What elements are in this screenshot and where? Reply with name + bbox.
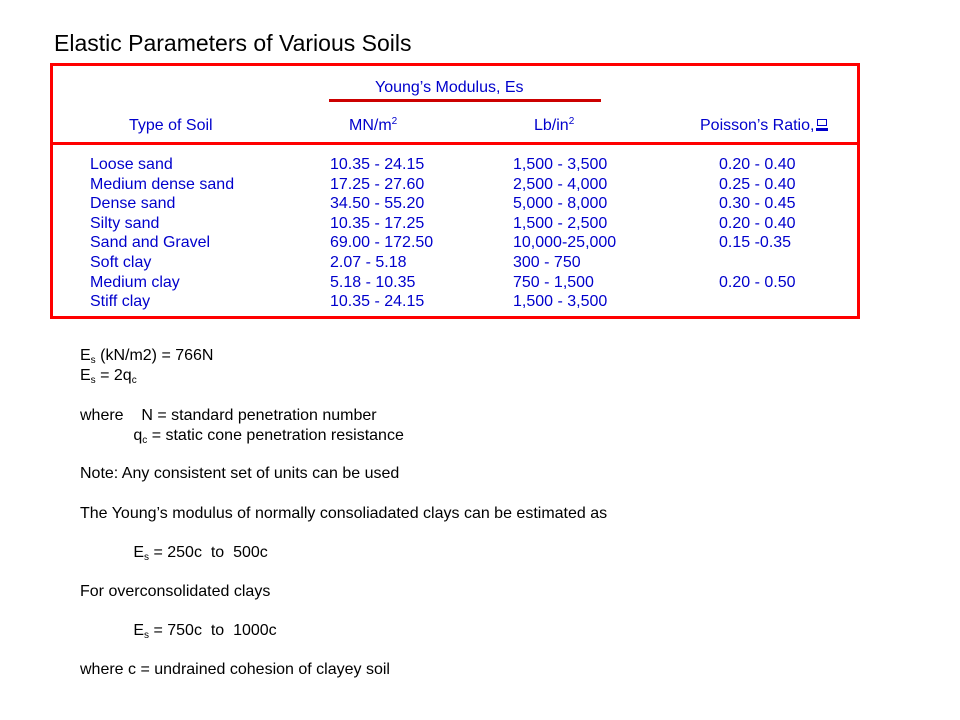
mn-cell: 34.50 - 55.20 [330, 195, 425, 213]
nc-clay-formula: $E_s = 250c$ to 500c [80, 544, 268, 563]
poisson-cell: 0.15 -0.35 [719, 234, 792, 252]
soil-type-cell: Silty sand [90, 214, 160, 232]
header-lb-per-in2: $Lb/in^2$ [534, 116, 575, 134]
oc-clay-text: For overconsolidated clays [80, 583, 271, 600]
lb-cell: 10,000-25,000 [513, 234, 617, 252]
mn-cell: 10.35 - 24.15 [330, 293, 425, 311]
table-row [53, 233, 857, 253]
table-body [53, 155, 857, 312]
mn-cell: 2.07 - 5.18 [330, 253, 407, 271]
poisson-cell: 0.20 - 0.40 [719, 214, 796, 232]
lb-cell: 2,500 - 4,000 [513, 175, 608, 193]
table-row [53, 214, 857, 234]
poisson-cell: 0.25 - 0.40 [719, 175, 796, 193]
header-mn-per-m2: $MN/m^2$ [349, 116, 398, 134]
soil-type-cell: Stiff clay [90, 293, 151, 311]
lb-cell: 750 - 1,500 [513, 273, 594, 291]
soil-type-cell: Sand and Gravel [90, 234, 211, 252]
nc-clay-text: The Young’s modulus of normally consoliadated clays can be estimated as [80, 505, 608, 522]
table-row [53, 292, 857, 312]
mn-cell: 10.35 - 24.15 [330, 156, 425, 173]
elastic-parameters-table [50, 63, 860, 319]
lb-cell: 1,500 - 3,500 [513, 156, 608, 173]
soil-type-cell: Loose sand [90, 156, 173, 173]
youngs-modulus-group-header: Young’s Modulus, Es [375, 79, 524, 96]
lb-cell: 300 - 750 [513, 253, 581, 271]
header-poissons-ratio: Poisson’s Ratio, [700, 116, 828, 136]
poisson-cell: 0.20 - 0.50 [719, 273, 796, 291]
soil-type-cell: Medium clay [90, 273, 180, 291]
header-type-of-soil: Type of Soil [129, 117, 213, 134]
mn-cell: 69.00 - 172.50 [330, 234, 434, 252]
soil-type-cell: Dense sand [90, 195, 176, 213]
es-cpt-formula: $E_s = 2q_c$ [80, 367, 137, 386]
oc-clay-formula: $E_s = 750c$ to 1000c [80, 622, 277, 641]
cohesion-definition: where c = undrained cohesion of clayey soil [80, 661, 390, 678]
lb-cell: 5,000 - 8,000 [513, 195, 608, 213]
soil-type-cell: Medium dense sand [90, 175, 235, 193]
table-row [53, 253, 857, 273]
lb-cell: 1,500 - 3,500 [513, 293, 608, 311]
units-note: Note: Any consistent set of units can be used [80, 465, 400, 482]
qc-definition: $q_c$ = static cone penetration resistance [80, 427, 404, 446]
table-row [53, 155, 857, 175]
group-header-underline [329, 99, 601, 102]
mn-cell: 10.35 - 17.25 [330, 214, 425, 232]
lb-cell: 1,500 - 2,500 [513, 214, 608, 232]
where-n-definition: where N = standard penetration number [80, 407, 377, 424]
table-row [53, 194, 857, 214]
monitor-icon [816, 119, 828, 132]
soil-type-cell: Soft clay [90, 253, 152, 271]
mn-cell: 17.25 - 27.60 [330, 175, 425, 193]
mn-cell: 5.18 - 10.35 [330, 273, 416, 291]
table-row [53, 175, 857, 195]
header-divider [53, 142, 857, 145]
table-row [53, 273, 857, 293]
page-title: Elastic Parameters of Various Soils [54, 30, 412, 56]
poisson-cell: 0.20 - 0.40 [719, 156, 796, 173]
es-spt-formula: $E_s$ (kN/m2) = 766N [80, 347, 214, 366]
poisson-cell: 0.30 - 0.45 [719, 195, 796, 213]
